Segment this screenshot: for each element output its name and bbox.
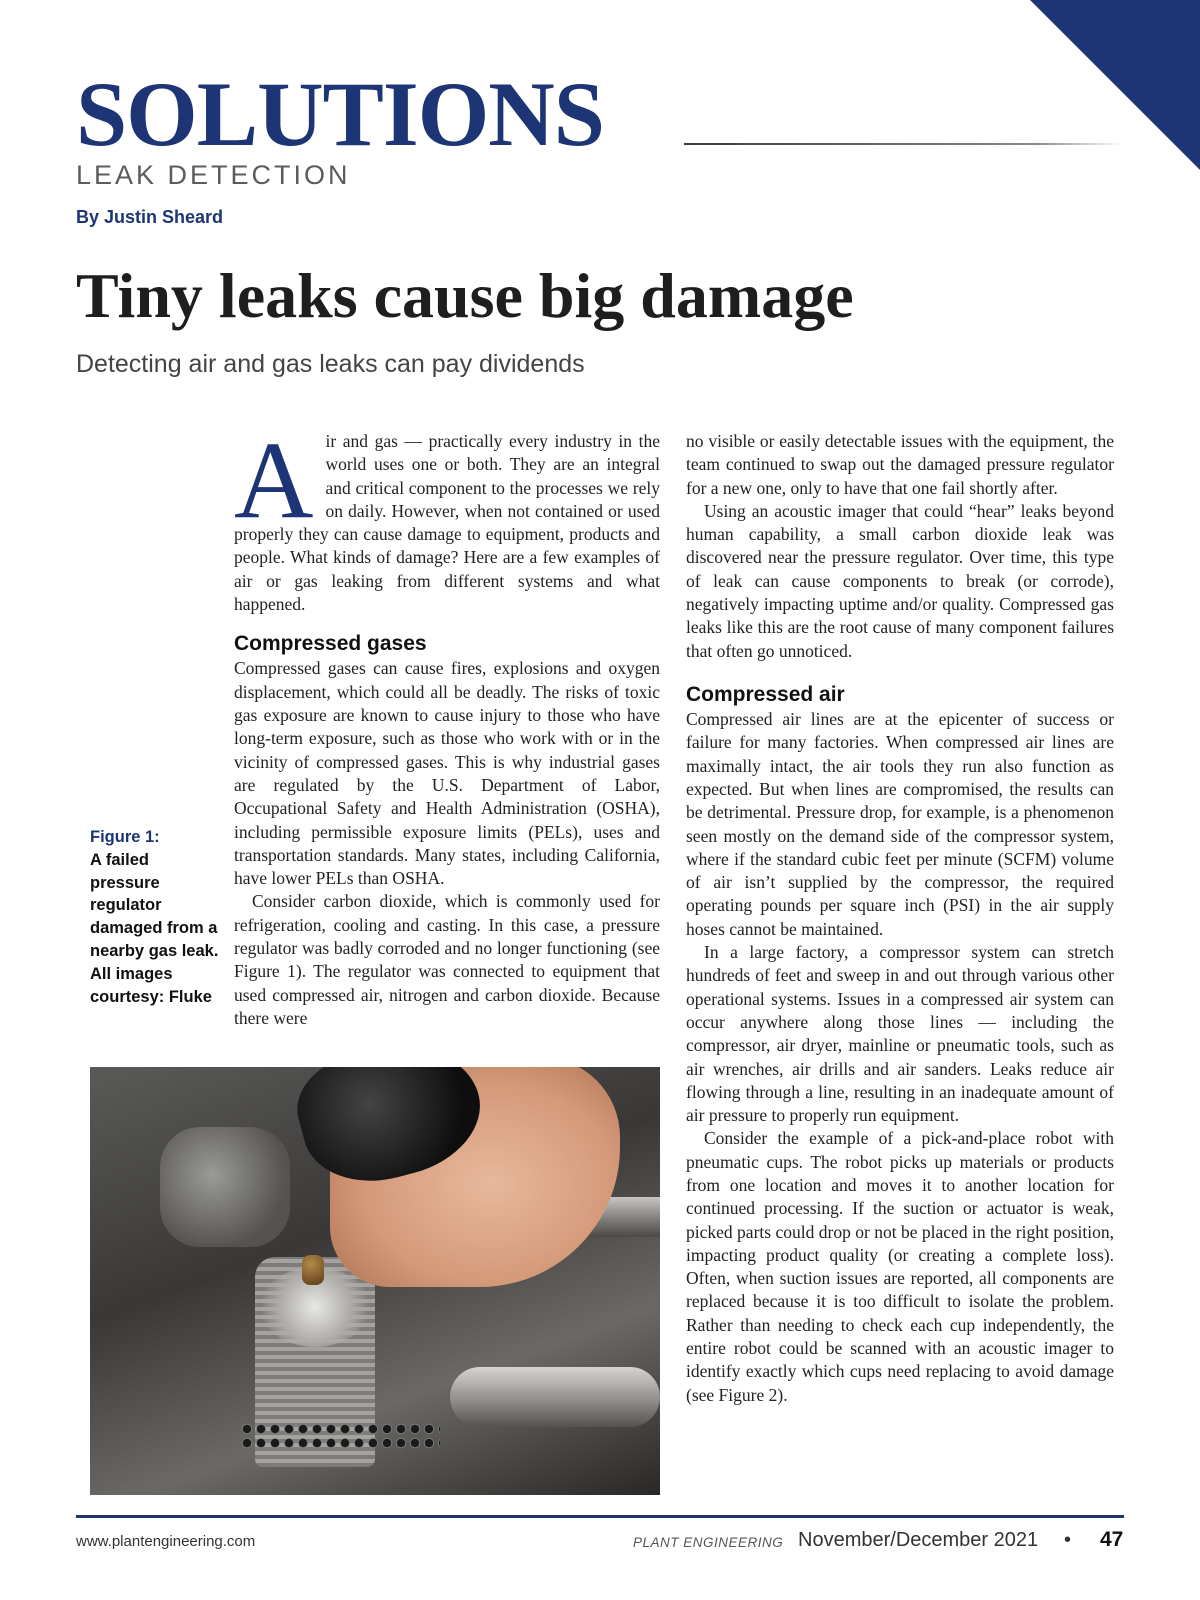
photo-pipe [450,1367,660,1427]
figure-photo [90,1067,660,1495]
figure-caption [90,826,220,1008]
body-paragraph: Compressed air lines are at the epicenter of success or failure for many factories. When compressed air lines are maximally intact, the air tools they run also function as expected. But when lines are compromised, the results can be detrimental. Pressure drop, for example, is a phenomenon seen mostly on the demand side of the compressor system, where if the standard cubic feet per minute (SCFM) volume of air isn’t supplied by the compressor, the required operating pounds per square inch (PSI) in the air supply hoses cannot be maintained. [686,709,1114,939]
photo-beads [240,1422,440,1452]
photo-fitting [160,1127,290,1247]
page-number: 47 [1100,1528,1124,1551]
drop-cap: A [234,419,314,541]
footer-bullet: • [1064,1529,1072,1551]
body-paragraph: In a large factory, a compressor system can stretch hundreds of feet and sweep in and out through various other operational systems. Issues in a compressed air system can occur anywhere along those lines — including the compressor, air dryer, mainline or pneumatic tools, such as air wrenches, air drills and air sanders. Leaks reduce air flowing through a line, resulting in an inadequate amount of air pressure to properly run equipment. [686,942,1114,1126]
title-rule [684,143,1124,145]
footer-rule [76,1515,1124,1518]
section-heading-compressed-gases: Compressed gases [234,632,427,656]
headline: Tiny leaks cause big damage [76,260,854,331]
body-paragraph: no visible or easily detectable issues with the equipment, the team continued to swap out the damaged pressure regulator for a new one, only to have that one fail shortly after. [686,431,1114,498]
body-paragraph: Compressed gases can cause fires, explosions and oxygen displacement, which could all be deadly. The risks of toxic gas exposure are known to cause injury to those who have long-term exposure, such as those who work with or in the vicinity of compressed gases. This is why industrial gases are regulated by the U.S. Department of Labor, Occupational Safety and Health Administration (OSHA), including permissible exposure limits (PELs), uses and transportation standards. Many states, including California, have lower PELs than OSHA. [234,658,660,889]
article-column-1 [234,419,660,1030]
article-column-2 [686,430,1114,1407]
byline: By Justin Sheard [76,207,224,227]
footer-publication: PLANT ENGINEERING [633,1535,784,1550]
deck: Detecting air and gas leaks can pay dividends [76,350,585,378]
footer-date: November/December 2021 [798,1529,1039,1551]
body-paragraph: Consider carbon dioxide, which is commonly used for refrigeration, cooling and casting. In this case, a pressure regulator was badly corroded and no longer functioning (see Figure 1). The regulator was connected to equipment that used compressed air, nitrogen and carbon dioxide. Because there were [234,891,660,1028]
figure-caption-text: A failed pressure regulator damaged from a nearby gas leak. All images courtesy: Fluke [90,850,219,1006]
body-paragraph: Using an acoustic imager that could “hear” leaks beyond human capability, a small carbon dioxide leak was discovered near the pressure regulator. Over time, this type of leak can cause components to break (or corrode), negatively impacting uptime and/or quality. Compressed gas leaks like this are the root cause of many component failures that often go unnoticed. [686,500,1114,661]
section-subtitle: LEAK DETECTION [76,160,351,190]
footer-url[interactable]: www.plantengineering.com [76,1533,256,1550]
photo-knob [302,1255,324,1285]
section-heading-compressed-air: Compressed air [686,682,845,706]
figure-label: Figure 1: [90,828,160,846]
intro-paragraph: ir and gas — practically every industry in the world uses one or both. They are an integral and critical component to the processes we rely on daily. However, when not contained or used properly they can cause damage to equipment, products and people. What kinds of damage? Here are a few examples of air or gas leaking from different systems and what happened. [234,431,660,615]
section-title: SOLUTIONS [76,63,604,165]
body-paragraph: Consider the example of a pick-and-place robot with pneumatic cups. The robot picks up materials or products from one location and moves it to another location for continued processing. If the suction or actuator is weak, picked parts could drop or not be placed in the right position, impacting product quality (or creating a complete loss). Often, when suction issues are reported, all components are replaced because it is too difficult to isolate the problem. Rather than needing to check each cup independently, the entire robot could be scanned with an acoustic imager to identify exactly which cups need replacing to avoid damage (see Figure 2). [686,1128,1114,1405]
